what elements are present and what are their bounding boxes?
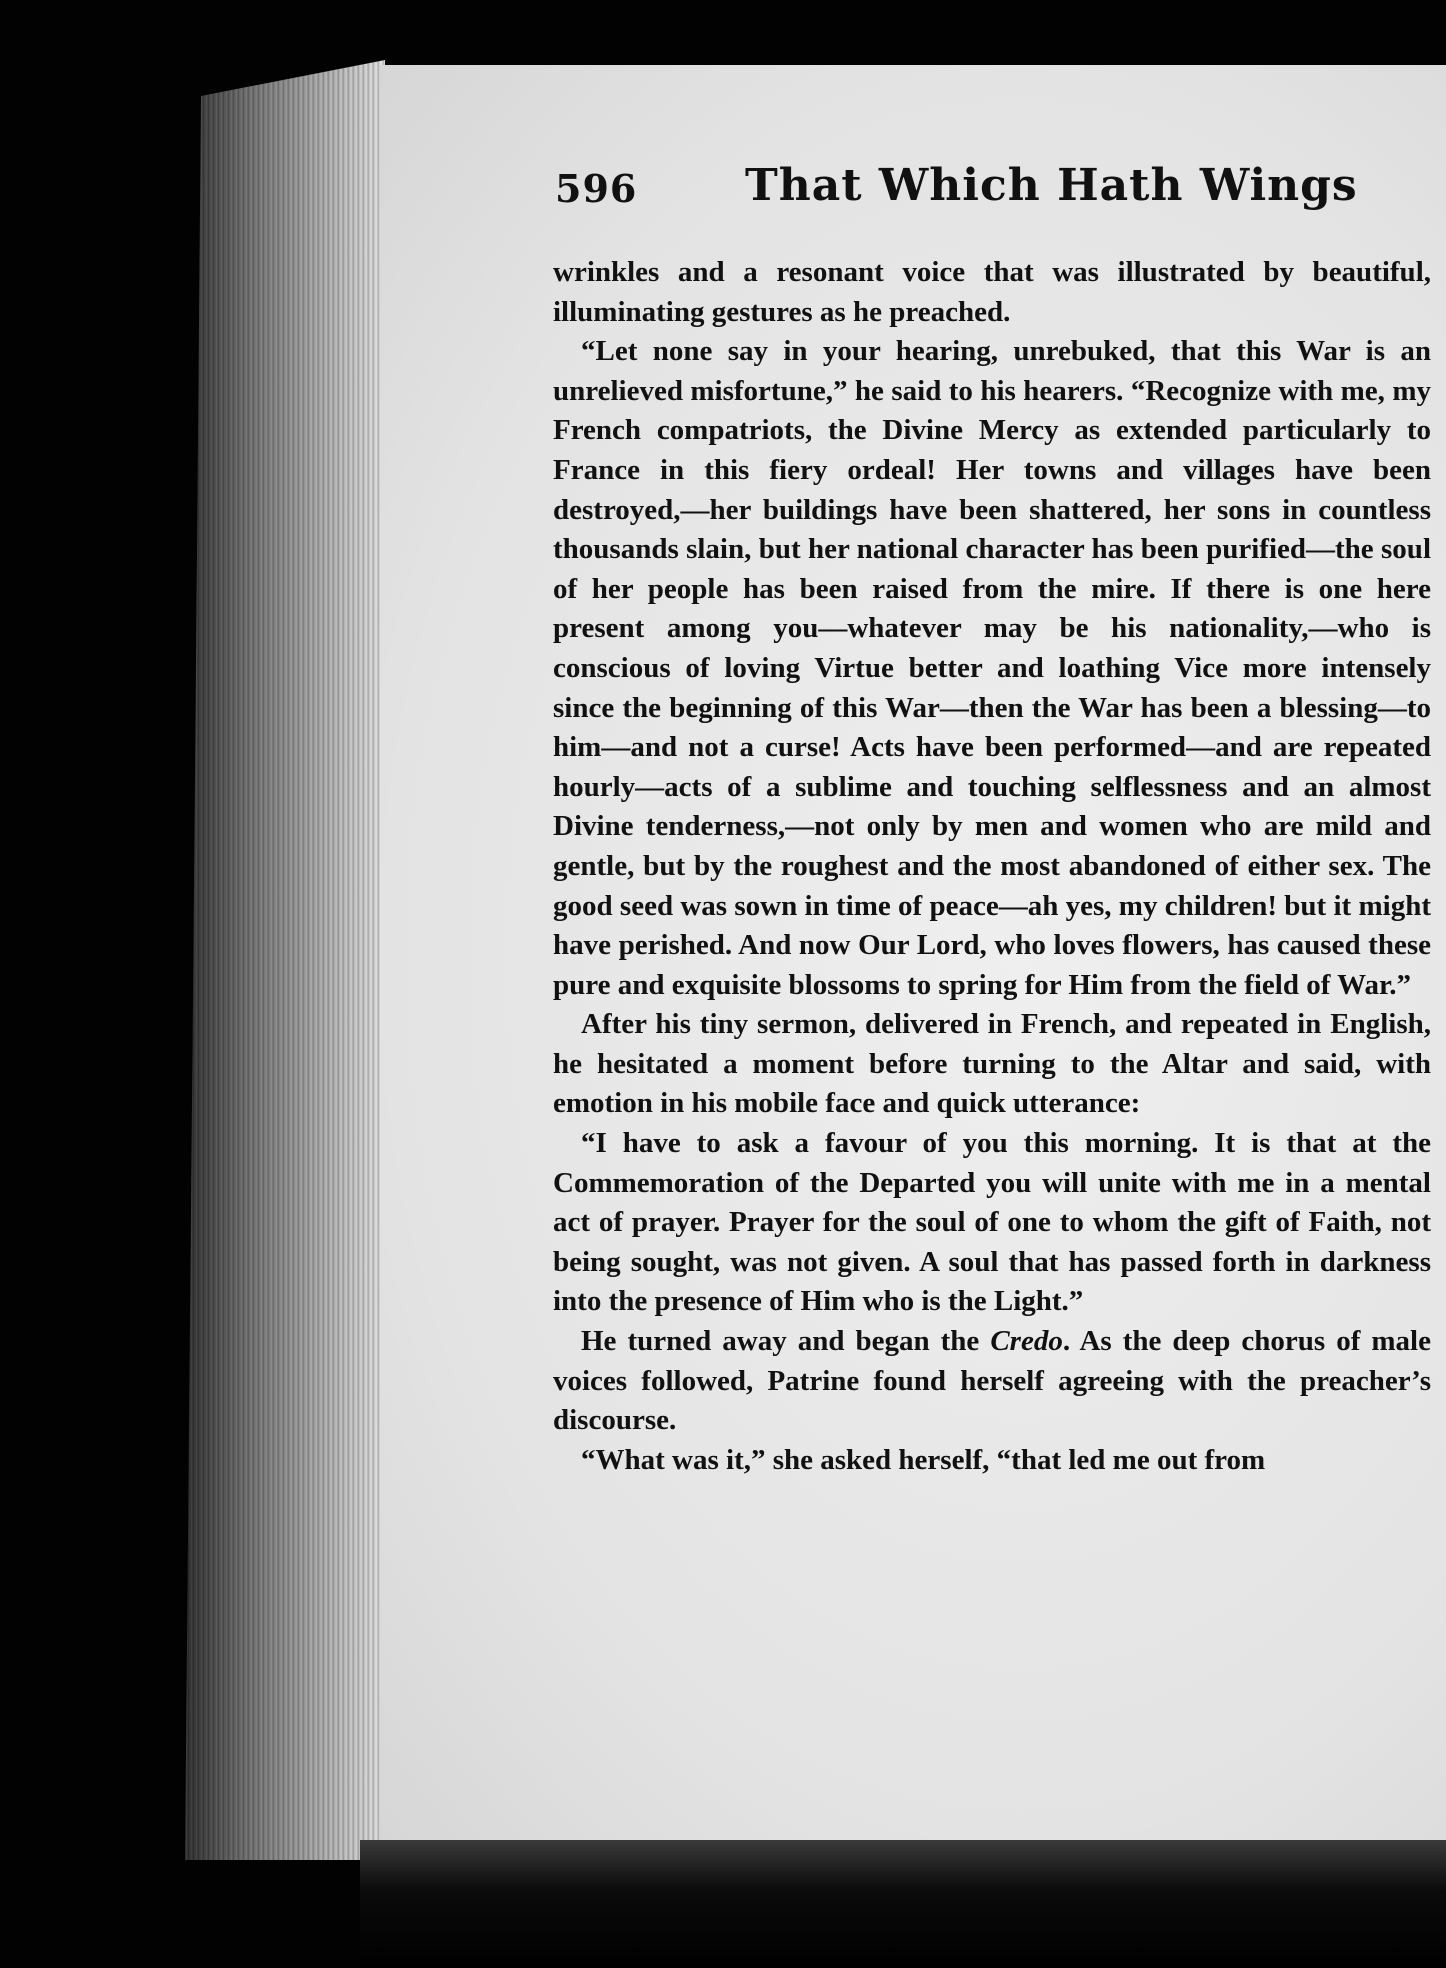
paragraph-credo xyxy=(553,1322,1431,1441)
running-title: That Which Hath Wings xyxy=(745,160,1358,211)
bottom-shadow xyxy=(360,1840,1446,1968)
paragraph-sermon-quote: “Let none say in your hearing, unrebuked, that this War is an unrelieved misfortune,” he said to his hearers. “Recognize with me, my French compatriots, the Divine Mercy as extended particularly to France in this fiery ordeal! Her towns and villages have been destroyed,—her buildings have been shattered, her sons in countless thousands slain, but her national character has been purified—the soul of her people has been raised from the mire. If there is one here present among you—whatever may be his nationality,—who is conscious of loving Virtue better and loathing Vice more intensely since the beginning of this War—then the War has been a blessing—to him—and not a curse! Acts have been performed—and are repeated hourly—acts of a sublime and touching selflessness and an almost Divine tenderness,—not only by men and women who are mild and gentle, but by the roughest and the most abandoned of either sex. The good seed was sown in time of peace—ah yes, my children! but it might have perished. And now Our Lord, who loves flowers, has caused these pure and exquisite blossoms to spring for Him from the field of War.” xyxy=(553,335,1431,1001)
page-number: 596 xyxy=(555,166,638,211)
paragraph-final-line: “What was it,” she asked herself, “that led me out from xyxy=(581,1443,1266,1476)
page-header xyxy=(555,160,1415,230)
page-edge-stack xyxy=(185,60,385,1860)
credo-title: Credo xyxy=(990,1325,1063,1358)
credo-before-text: He turned away and began the xyxy=(581,1325,991,1358)
paragraph-favour-request: “I have to ask a favour of you this morning. It is that at the Commemoration of the Departed you will unite with me in a mental act of prayer. Prayer for the soul of one to whom the gift of Faith, not being sought, was not given. A soul that has passed forth in darkness into the presence of Him who is the Light.” xyxy=(553,1127,1431,1318)
paragraph-continued: wrinkles and a resonant voice that was illustrated by beautiful, illuminating gestures as he preached. xyxy=(553,256,1431,328)
body-text xyxy=(553,253,1431,1480)
paragraph-after-sermon: After his tiny sermon, delivered in French, and repeated in English, he hesitated a moment before turning to the Altar and said, with emotion in his mobile face and quick utterance: xyxy=(553,1008,1431,1120)
credo-after-text: . As the deep chorus of male voices followed, Patrine found herself agreeing with the preacher’s discourse. xyxy=(553,1325,1431,1437)
